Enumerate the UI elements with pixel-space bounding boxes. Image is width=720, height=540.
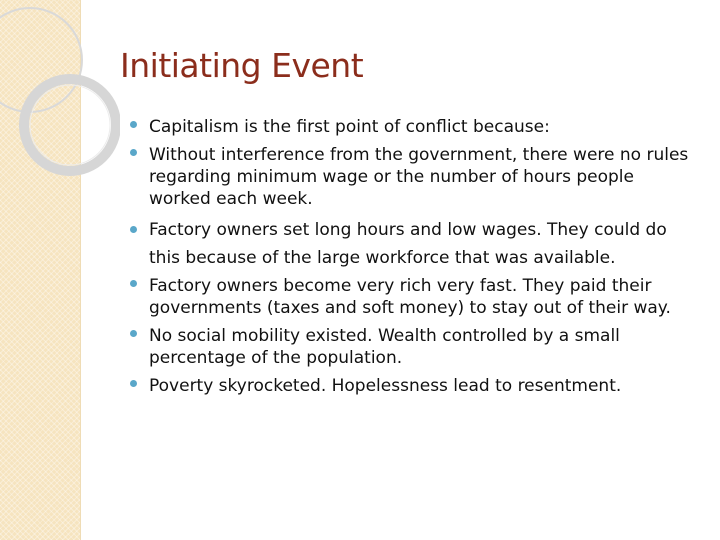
bullet-text: Without interference from the government, there were no rules regarding minimum wage or the number of hours people worked each week. [149, 145, 689, 209]
bullet-text: Poverty skyrocketed. Hopelessness lead to resentment. [149, 376, 622, 396]
bullet-text: Factory owners become very rich very fast. They paid their governments (taxes and soft money) to stay out of their way. [149, 276, 671, 318]
bullet-dot-icon [130, 149, 137, 156]
bullet-text: No social mobility existed. Wealth controlled by a small percentage of the population. [149, 326, 620, 368]
bullet-dot-icon [130, 226, 137, 233]
decorative-side-panel [0, 0, 81, 540]
bullet-dot-icon [130, 121, 137, 128]
bullet-dot-icon [130, 330, 137, 337]
slide-title: Initiating Event [120, 46, 364, 85]
bullet-dot-icon [130, 280, 137, 287]
bullet-text: Capitalism is the first point of conflict because: [149, 117, 550, 137]
bullet-item [130, 325, 700, 369]
bullet-list [130, 116, 700, 403]
bullet-text: Factory owners set long hours and low wages. They could do this because of the large workforce that was available. [149, 220, 667, 268]
bullet-dot-icon [130, 380, 137, 387]
bullet-item [130, 275, 700, 319]
bullet-item [130, 216, 700, 272]
bullet-item [130, 116, 700, 138]
bullet-item [130, 144, 700, 210]
bullet-item [130, 375, 700, 397]
